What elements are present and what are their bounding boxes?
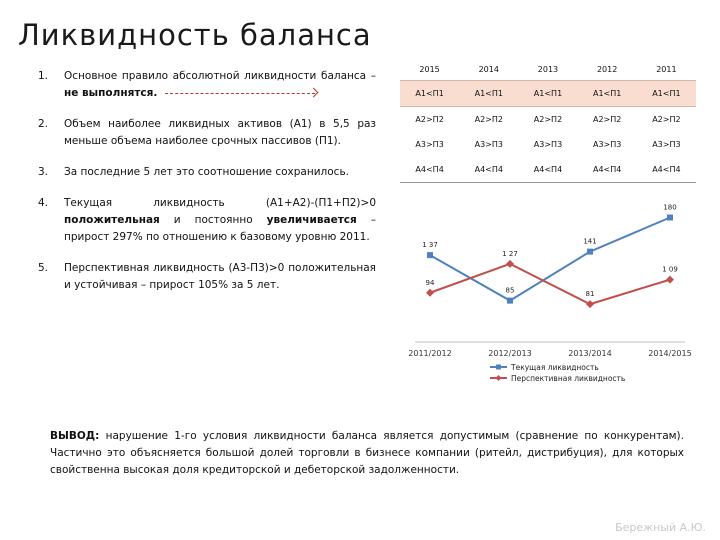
table-row bbox=[400, 157, 696, 183]
data-label: 81 bbox=[585, 290, 595, 299]
year-header: 2014 bbox=[478, 64, 499, 74]
data-point bbox=[587, 249, 593, 255]
table-cell: А1<П1 bbox=[459, 81, 518, 107]
table-cell: А3>П3 bbox=[652, 140, 681, 149]
data-point bbox=[507, 298, 513, 304]
liquidity-line-chart bbox=[395, 190, 705, 390]
data-label: 1 09 bbox=[662, 265, 678, 274]
table-cell: А4<П4 bbox=[459, 157, 518, 183]
point-number: 4. bbox=[38, 197, 49, 209]
data-point bbox=[427, 252, 433, 258]
point-number: 1. bbox=[38, 70, 49, 82]
point-text: Перспективная ликвидность (А3-П3)>0 положительная и устойчивая – прирост 105% за 5 лет. bbox=[64, 262, 376, 291]
point-bold: увеличивается bbox=[266, 214, 357, 226]
author-credit: Бережный А.Ю. bbox=[615, 521, 706, 534]
table-cell: А2>П2 bbox=[474, 115, 503, 124]
table-cell: А3>П3 bbox=[533, 140, 563, 149]
conclusion-label: ВЫВОД: bbox=[50, 430, 100, 442]
year-header: 2012 bbox=[596, 64, 618, 74]
point-number: 2. bbox=[38, 118, 49, 130]
x-tick-label: 2011/2012 bbox=[408, 349, 452, 358]
data-label: 85 bbox=[505, 286, 515, 295]
point-item bbox=[38, 260, 376, 294]
balance-table bbox=[400, 58, 696, 183]
table-header-row bbox=[400, 58, 696, 81]
table-cell: А2>П2 bbox=[652, 115, 681, 124]
table-cell: А2>П2 bbox=[592, 115, 622, 124]
legend-marker bbox=[496, 365, 501, 370]
legend-label: Перспективная ликвидность bbox=[511, 374, 626, 383]
point-item bbox=[38, 164, 376, 181]
table-cell: А1<П1 bbox=[637, 81, 696, 107]
data-label: 1 27 bbox=[502, 249, 518, 258]
point-number: 5. bbox=[38, 262, 49, 274]
table-cell: А4<П4 bbox=[637, 157, 696, 183]
data-label: 94 bbox=[425, 278, 435, 287]
point-text: – прирост 297% по отношению к базовому уровню 2011. bbox=[64, 214, 376, 243]
year-header: 2011 bbox=[656, 64, 677, 74]
point-text: и постоянно bbox=[159, 214, 267, 226]
table-cell: А2>П2 bbox=[533, 115, 563, 124]
point-text: Основное правило абсолютной ликвидности баланса – bbox=[64, 70, 376, 82]
data-label: 1 37 bbox=[422, 241, 438, 250]
table-cell: А1<П1 bbox=[400, 81, 459, 107]
conclusion-text bbox=[50, 428, 684, 479]
conclusion-body: нарушение 1-го условия ликвидности баланса является допустимым (сравнение по конкурентам). Частично это объясняется большой долей торговли в бизнесе компании (ритейл, дистрибуция), для которых свойственна высокая доля кредиторской и дебеторской задолженности. bbox=[50, 430, 684, 476]
data-label: 180 bbox=[663, 203, 677, 212]
table-cell: А4<П4 bbox=[518, 157, 577, 183]
data-point bbox=[667, 215, 673, 221]
data-point bbox=[426, 289, 434, 297]
table-cell: А3>П3 bbox=[592, 140, 622, 149]
point-item bbox=[38, 116, 376, 150]
table-cell: А2>П2 bbox=[415, 115, 444, 124]
data-point bbox=[586, 300, 594, 308]
table-cell: А1<П1 bbox=[518, 81, 577, 107]
point-text: За последние 5 лет это соотношение сохранилось. bbox=[64, 166, 349, 178]
data-point bbox=[666, 276, 674, 284]
table-cell: А3>П3 bbox=[474, 140, 503, 149]
data-label: 141 bbox=[583, 237, 597, 246]
x-tick-label: 2013/2014 bbox=[568, 349, 612, 358]
point-bold: не выполнятся. bbox=[64, 87, 158, 99]
table-row bbox=[400, 107, 696, 133]
data-point bbox=[506, 260, 514, 268]
x-tick-label: 2012/2013 bbox=[488, 349, 532, 358]
table-cell: А4<П4 bbox=[578, 157, 637, 183]
table-cell: А1<П1 bbox=[578, 81, 637, 107]
table-cell: А3>П3 bbox=[415, 140, 444, 149]
point-bold: положительная bbox=[64, 214, 160, 226]
legend-marker bbox=[496, 375, 502, 381]
point-text: Текущая ликвидность (А1+А2)-(П1+П2)>0 bbox=[64, 197, 376, 209]
year-header: 2015 bbox=[419, 64, 440, 74]
year-header: 2013 bbox=[537, 64, 559, 74]
table-row bbox=[400, 81, 696, 107]
table-row bbox=[400, 132, 696, 157]
point-item bbox=[38, 68, 376, 102]
point-number: 3. bbox=[38, 166, 49, 178]
legend-label: Текущая ликвидность bbox=[511, 363, 599, 372]
table-cell: А4<П4 bbox=[400, 157, 459, 183]
series-line-1 bbox=[430, 218, 670, 301]
point-item bbox=[38, 195, 376, 246]
key-points-list bbox=[38, 68, 376, 308]
point-text: Объем наиболее ликвидных активов (А1) в 5,5 раз меньше объема наиболее срочных пассивов (П1). bbox=[64, 118, 376, 147]
series-line-2 bbox=[430, 264, 670, 304]
x-tick-label: 2014/2015 bbox=[648, 349, 692, 358]
dashed-arrow-icon bbox=[165, 93, 315, 94]
page-title: Ликвидность баланса bbox=[18, 18, 372, 52]
